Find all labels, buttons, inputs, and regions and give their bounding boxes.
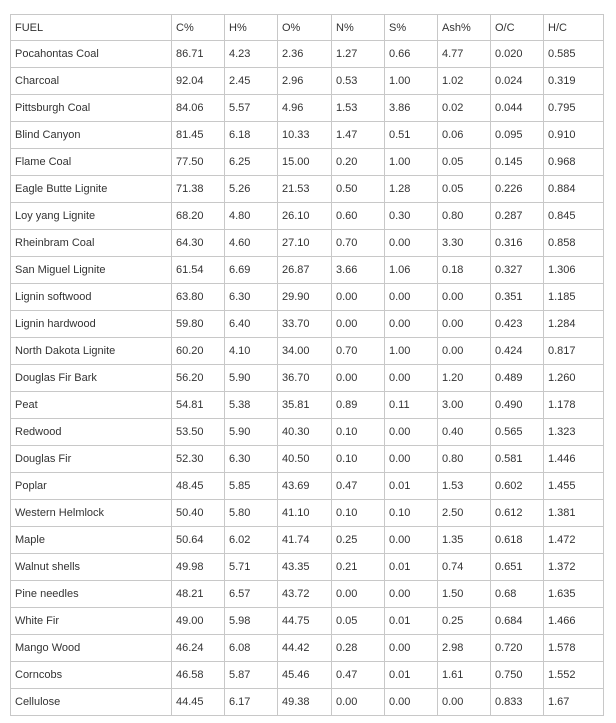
cell-ash-percent: 0.02 [438, 95, 491, 122]
cell-o-c-ratio: 0.490 [491, 392, 544, 419]
fuel-name-cell: Pocahontas Coal [11, 41, 172, 68]
cell-s-percent: 0.00 [385, 284, 438, 311]
cell-s-percent: 0.00 [385, 419, 438, 446]
cell-h-percent: 4.23 [225, 41, 278, 68]
cell-c-percent: 64.30 [172, 230, 225, 257]
cell-o-c-ratio: 0.684 [491, 608, 544, 635]
cell-h-c-ratio: 1.381 [544, 500, 604, 527]
cell-c-percent: 56.20 [172, 365, 225, 392]
cell-ash-percent: 0.74 [438, 554, 491, 581]
cell-o-c-ratio: 0.581 [491, 446, 544, 473]
cell-s-percent: 0.01 [385, 608, 438, 635]
fuel-name-cell: Redwood [11, 419, 172, 446]
cell-n-percent: 1.27 [332, 41, 385, 68]
cell-h-c-ratio: 1.472 [544, 527, 604, 554]
cell-o-percent: 49.38 [278, 689, 332, 716]
cell-c-percent: 81.45 [172, 122, 225, 149]
cell-o-percent: 29.90 [278, 284, 332, 311]
cell-ash-percent: 0.05 [438, 176, 491, 203]
cell-o-c-ratio: 0.612 [491, 500, 544, 527]
cell-s-percent: 3.86 [385, 95, 438, 122]
cell-o-c-ratio: 0.68 [491, 581, 544, 608]
cell-h-percent: 4.80 [225, 203, 278, 230]
column-header-n-percent: N% [332, 15, 385, 41]
cell-o-c-ratio: 0.095 [491, 122, 544, 149]
cell-h-percent: 2.45 [225, 68, 278, 95]
cell-h-percent: 6.02 [225, 527, 278, 554]
cell-n-percent: 0.70 [332, 338, 385, 365]
table-row [11, 635, 604, 662]
cell-s-percent: 0.30 [385, 203, 438, 230]
cell-s-percent: 0.01 [385, 554, 438, 581]
table-row [11, 365, 604, 392]
table-row [11, 176, 604, 203]
fuel-name-cell: Douglas Fir [11, 446, 172, 473]
cell-o-c-ratio: 0.145 [491, 149, 544, 176]
cell-n-percent: 1.53 [332, 95, 385, 122]
table-row [11, 554, 604, 581]
cell-o-c-ratio: 0.833 [491, 689, 544, 716]
cell-h-c-ratio: 0.817 [544, 338, 604, 365]
cell-ash-percent: 0.00 [438, 284, 491, 311]
table-body [11, 41, 604, 716]
cell-o-percent: 2.36 [278, 41, 332, 68]
cell-o-percent: 41.10 [278, 500, 332, 527]
cell-h-c-ratio: 1.455 [544, 473, 604, 500]
cell-h-c-ratio: 1.446 [544, 446, 604, 473]
cell-c-percent: 49.00 [172, 608, 225, 635]
cell-h-c-ratio: 0.910 [544, 122, 604, 149]
cell-ash-percent: 0.05 [438, 149, 491, 176]
cell-s-percent: 0.00 [385, 635, 438, 662]
cell-o-percent: 36.70 [278, 365, 332, 392]
column-header-s-percent: S% [385, 15, 438, 41]
fuel-name-cell: White Fir [11, 608, 172, 635]
fuel-name-cell: Loy yang Lignite [11, 203, 172, 230]
cell-ash-percent: 4.77 [438, 41, 491, 68]
fuel-name-cell: Pittsburgh Coal [11, 95, 172, 122]
cell-o-c-ratio: 0.327 [491, 257, 544, 284]
cell-h-percent: 6.40 [225, 311, 278, 338]
cell-h-percent: 6.18 [225, 122, 278, 149]
cell-h-c-ratio: 1.67 [544, 689, 604, 716]
cell-s-percent: 1.00 [385, 338, 438, 365]
cell-ash-percent: 0.18 [438, 257, 491, 284]
column-header-fuel: FUEL [11, 15, 172, 41]
cell-s-percent: 0.00 [385, 527, 438, 554]
cell-s-percent: 0.51 [385, 122, 438, 149]
cell-h-percent: 5.85 [225, 473, 278, 500]
cell-h-c-ratio: 1.552 [544, 662, 604, 689]
cell-o-percent: 34.00 [278, 338, 332, 365]
cell-ash-percent: 1.50 [438, 581, 491, 608]
cell-h-c-ratio: 1.372 [544, 554, 604, 581]
cell-c-percent: 52.30 [172, 446, 225, 473]
cell-c-percent: 49.98 [172, 554, 225, 581]
table-row [11, 257, 604, 284]
column-header-o-c-ratio: O/C [491, 15, 544, 41]
cell-c-percent: 48.21 [172, 581, 225, 608]
cell-h-percent: 5.90 [225, 419, 278, 446]
cell-n-percent: 0.00 [332, 365, 385, 392]
cell-n-percent: 0.00 [332, 284, 385, 311]
cell-h-percent: 5.71 [225, 554, 278, 581]
cell-o-c-ratio: 0.020 [491, 41, 544, 68]
cell-o-percent: 43.35 [278, 554, 332, 581]
fuel-name-cell: Walnut shells [11, 554, 172, 581]
cell-o-percent: 26.87 [278, 257, 332, 284]
table-row [11, 392, 604, 419]
cell-c-percent: 48.45 [172, 473, 225, 500]
cell-h-c-ratio: 1.306 [544, 257, 604, 284]
cell-o-c-ratio: 0.651 [491, 554, 544, 581]
cell-c-percent: 77.50 [172, 149, 225, 176]
cell-ash-percent: 1.20 [438, 365, 491, 392]
cell-h-percent: 4.60 [225, 230, 278, 257]
cell-o-percent: 2.96 [278, 68, 332, 95]
cell-n-percent: 0.47 [332, 473, 385, 500]
cell-o-percent: 41.74 [278, 527, 332, 554]
fuel-name-cell: North Dakota Lignite [11, 338, 172, 365]
cell-o-c-ratio: 0.565 [491, 419, 544, 446]
fuel-name-cell: Lignin hardwood [11, 311, 172, 338]
cell-n-percent: 3.66 [332, 257, 385, 284]
cell-o-percent: 27.10 [278, 230, 332, 257]
fuel-name-cell: Mango Wood [11, 635, 172, 662]
cell-o-percent: 35.81 [278, 392, 332, 419]
cell-n-percent: 0.00 [332, 581, 385, 608]
cell-c-percent: 46.58 [172, 662, 225, 689]
cell-ash-percent: 1.02 [438, 68, 491, 95]
cell-h-c-ratio: 0.319 [544, 68, 604, 95]
cell-h-c-ratio: 1.178 [544, 392, 604, 419]
cell-ash-percent: 2.50 [438, 500, 491, 527]
fuel-name-cell: Eagle Butte Lignite [11, 176, 172, 203]
cell-h-percent: 5.38 [225, 392, 278, 419]
cell-o-percent: 43.72 [278, 581, 332, 608]
fuel-name-cell: Cellulose [11, 689, 172, 716]
cell-h-c-ratio: 1.260 [544, 365, 604, 392]
cell-h-percent: 6.69 [225, 257, 278, 284]
cell-o-percent: 10.33 [278, 122, 332, 149]
cell-h-percent: 6.57 [225, 581, 278, 608]
cell-o-c-ratio: 0.489 [491, 365, 544, 392]
table-row [11, 419, 604, 446]
cell-n-percent: 0.89 [332, 392, 385, 419]
table-row [11, 311, 604, 338]
cell-c-percent: 50.64 [172, 527, 225, 554]
cell-ash-percent: 1.61 [438, 662, 491, 689]
cell-s-percent: 0.00 [385, 689, 438, 716]
cell-c-percent: 71.38 [172, 176, 225, 203]
cell-h-c-ratio: 0.968 [544, 149, 604, 176]
cell-n-percent: 0.00 [332, 689, 385, 716]
cell-o-c-ratio: 0.351 [491, 284, 544, 311]
column-header-c-percent: C% [172, 15, 225, 41]
cell-o-c-ratio: 0.423 [491, 311, 544, 338]
cell-ash-percent: 3.30 [438, 230, 491, 257]
table-row [11, 608, 604, 635]
table-row [11, 68, 604, 95]
cell-c-percent: 46.24 [172, 635, 225, 662]
cell-o-c-ratio: 0.720 [491, 635, 544, 662]
fuel-name-cell: Pine needles [11, 581, 172, 608]
cell-ash-percent: 0.06 [438, 122, 491, 149]
fuel-name-cell: Peat [11, 392, 172, 419]
fuel-name-cell: Douglas Fir Bark [11, 365, 172, 392]
cell-c-percent: 61.54 [172, 257, 225, 284]
column-header-ash-percent: Ash% [438, 15, 491, 41]
cell-h-percent: 6.25 [225, 149, 278, 176]
cell-o-c-ratio: 0.602 [491, 473, 544, 500]
cell-h-c-ratio: 0.858 [544, 230, 604, 257]
cell-s-percent: 0.00 [385, 230, 438, 257]
cell-o-percent: 40.50 [278, 446, 332, 473]
table-header-row [11, 15, 604, 41]
fuel-name-cell: Corncobs [11, 662, 172, 689]
table-row [11, 446, 604, 473]
fuel-name-cell: Lignin softwood [11, 284, 172, 311]
table-row [11, 581, 604, 608]
column-header-h-percent: H% [225, 15, 278, 41]
cell-h-c-ratio: 0.884 [544, 176, 604, 203]
cell-h-percent: 6.08 [225, 635, 278, 662]
cell-c-percent: 68.20 [172, 203, 225, 230]
cell-h-c-ratio: 1.185 [544, 284, 604, 311]
cell-n-percent: 0.53 [332, 68, 385, 95]
cell-o-c-ratio: 0.424 [491, 338, 544, 365]
table-row [11, 122, 604, 149]
cell-ash-percent: 1.53 [438, 473, 491, 500]
cell-s-percent: 0.11 [385, 392, 438, 419]
cell-h-percent: 6.17 [225, 689, 278, 716]
cell-c-percent: 86.71 [172, 41, 225, 68]
fuel-name-cell: Blind Canyon [11, 122, 172, 149]
cell-c-percent: 53.50 [172, 419, 225, 446]
cell-n-percent: 0.21 [332, 554, 385, 581]
cell-n-percent: 0.60 [332, 203, 385, 230]
table-row [11, 527, 604, 554]
cell-ash-percent: 0.40 [438, 419, 491, 446]
cell-n-percent: 1.47 [332, 122, 385, 149]
cell-h-c-ratio: 0.795 [544, 95, 604, 122]
cell-ash-percent: 0.00 [438, 689, 491, 716]
cell-o-percent: 43.69 [278, 473, 332, 500]
cell-s-percent: 0.01 [385, 473, 438, 500]
cell-h-c-ratio: 0.845 [544, 203, 604, 230]
table-row [11, 95, 604, 122]
column-header-h-c-ratio: H/C [544, 15, 604, 41]
fuel-name-cell: Charcoal [11, 68, 172, 95]
cell-n-percent: 0.00 [332, 311, 385, 338]
cell-c-percent: 60.20 [172, 338, 225, 365]
cell-h-percent: 5.87 [225, 662, 278, 689]
cell-s-percent: 0.00 [385, 311, 438, 338]
cell-ash-percent: 0.00 [438, 311, 491, 338]
table-row [11, 284, 604, 311]
table-row [11, 149, 604, 176]
cell-h-percent: 5.90 [225, 365, 278, 392]
cell-o-c-ratio: 0.287 [491, 203, 544, 230]
cell-o-c-ratio: 0.750 [491, 662, 544, 689]
cell-o-percent: 4.96 [278, 95, 332, 122]
fuel-name-cell: Western Helmlock [11, 500, 172, 527]
cell-h-c-ratio: 1.284 [544, 311, 604, 338]
cell-s-percent: 0.66 [385, 41, 438, 68]
cell-s-percent: 0.00 [385, 581, 438, 608]
fuel-name-cell: Flame Coal [11, 149, 172, 176]
cell-o-c-ratio: 0.044 [491, 95, 544, 122]
table-row [11, 41, 604, 68]
cell-n-percent: 0.10 [332, 500, 385, 527]
cell-c-percent: 54.81 [172, 392, 225, 419]
cell-o-percent: 44.75 [278, 608, 332, 635]
cell-o-c-ratio: 0.618 [491, 527, 544, 554]
cell-s-percent: 0.00 [385, 446, 438, 473]
cell-s-percent: 1.06 [385, 257, 438, 284]
column-header-o-percent: O% [278, 15, 332, 41]
cell-c-percent: 63.80 [172, 284, 225, 311]
cell-ash-percent: 3.00 [438, 392, 491, 419]
cell-o-c-ratio: 0.226 [491, 176, 544, 203]
fuel-composition-table [10, 14, 604, 716]
cell-h-percent: 6.30 [225, 446, 278, 473]
cell-h-percent: 5.98 [225, 608, 278, 635]
table-row [11, 500, 604, 527]
cell-n-percent: 0.10 [332, 446, 385, 473]
cell-ash-percent: 2.98 [438, 635, 491, 662]
cell-n-percent: 0.47 [332, 662, 385, 689]
cell-h-percent: 5.80 [225, 500, 278, 527]
cell-c-percent: 50.40 [172, 500, 225, 527]
cell-n-percent: 0.20 [332, 149, 385, 176]
cell-ash-percent: 0.80 [438, 446, 491, 473]
cell-s-percent: 1.00 [385, 149, 438, 176]
cell-o-percent: 44.42 [278, 635, 332, 662]
cell-s-percent: 0.00 [385, 365, 438, 392]
cell-o-percent: 15.00 [278, 149, 332, 176]
cell-o-percent: 26.10 [278, 203, 332, 230]
table-row [11, 203, 604, 230]
fuel-name-cell: Rheinbram Coal [11, 230, 172, 257]
cell-n-percent: 0.28 [332, 635, 385, 662]
table-row [11, 689, 604, 716]
fuel-name-cell: Poplar [11, 473, 172, 500]
cell-h-c-ratio: 1.466 [544, 608, 604, 635]
cell-h-c-ratio: 1.323 [544, 419, 604, 446]
table-row [11, 338, 604, 365]
cell-o-percent: 21.53 [278, 176, 332, 203]
cell-o-c-ratio: 0.024 [491, 68, 544, 95]
cell-ash-percent: 0.25 [438, 608, 491, 635]
fuel-name-cell: Maple [11, 527, 172, 554]
cell-ash-percent: 0.80 [438, 203, 491, 230]
cell-h-c-ratio: 0.585 [544, 41, 604, 68]
cell-n-percent: 0.70 [332, 230, 385, 257]
fuel-name-cell: San Miguel Lignite [11, 257, 172, 284]
cell-h-c-ratio: 1.635 [544, 581, 604, 608]
cell-o-percent: 40.30 [278, 419, 332, 446]
cell-n-percent: 0.50 [332, 176, 385, 203]
cell-h-percent: 6.30 [225, 284, 278, 311]
cell-ash-percent: 0.00 [438, 338, 491, 365]
cell-h-percent: 4.10 [225, 338, 278, 365]
cell-c-percent: 92.04 [172, 68, 225, 95]
cell-n-percent: 0.10 [332, 419, 385, 446]
cell-h-percent: 5.57 [225, 95, 278, 122]
cell-s-percent: 1.00 [385, 68, 438, 95]
cell-h-c-ratio: 1.578 [544, 635, 604, 662]
cell-s-percent: 0.01 [385, 662, 438, 689]
cell-n-percent: 0.05 [332, 608, 385, 635]
cell-s-percent: 0.10 [385, 500, 438, 527]
cell-s-percent: 1.28 [385, 176, 438, 203]
cell-c-percent: 44.45 [172, 689, 225, 716]
table-row [11, 473, 604, 500]
cell-ash-percent: 1.35 [438, 527, 491, 554]
cell-c-percent: 84.06 [172, 95, 225, 122]
cell-h-percent: 5.26 [225, 176, 278, 203]
cell-o-percent: 45.46 [278, 662, 332, 689]
cell-o-percent: 33.70 [278, 311, 332, 338]
table-row [11, 662, 604, 689]
table-row [11, 230, 604, 257]
cell-o-c-ratio: 0.316 [491, 230, 544, 257]
cell-n-percent: 0.25 [332, 527, 385, 554]
cell-c-percent: 59.80 [172, 311, 225, 338]
